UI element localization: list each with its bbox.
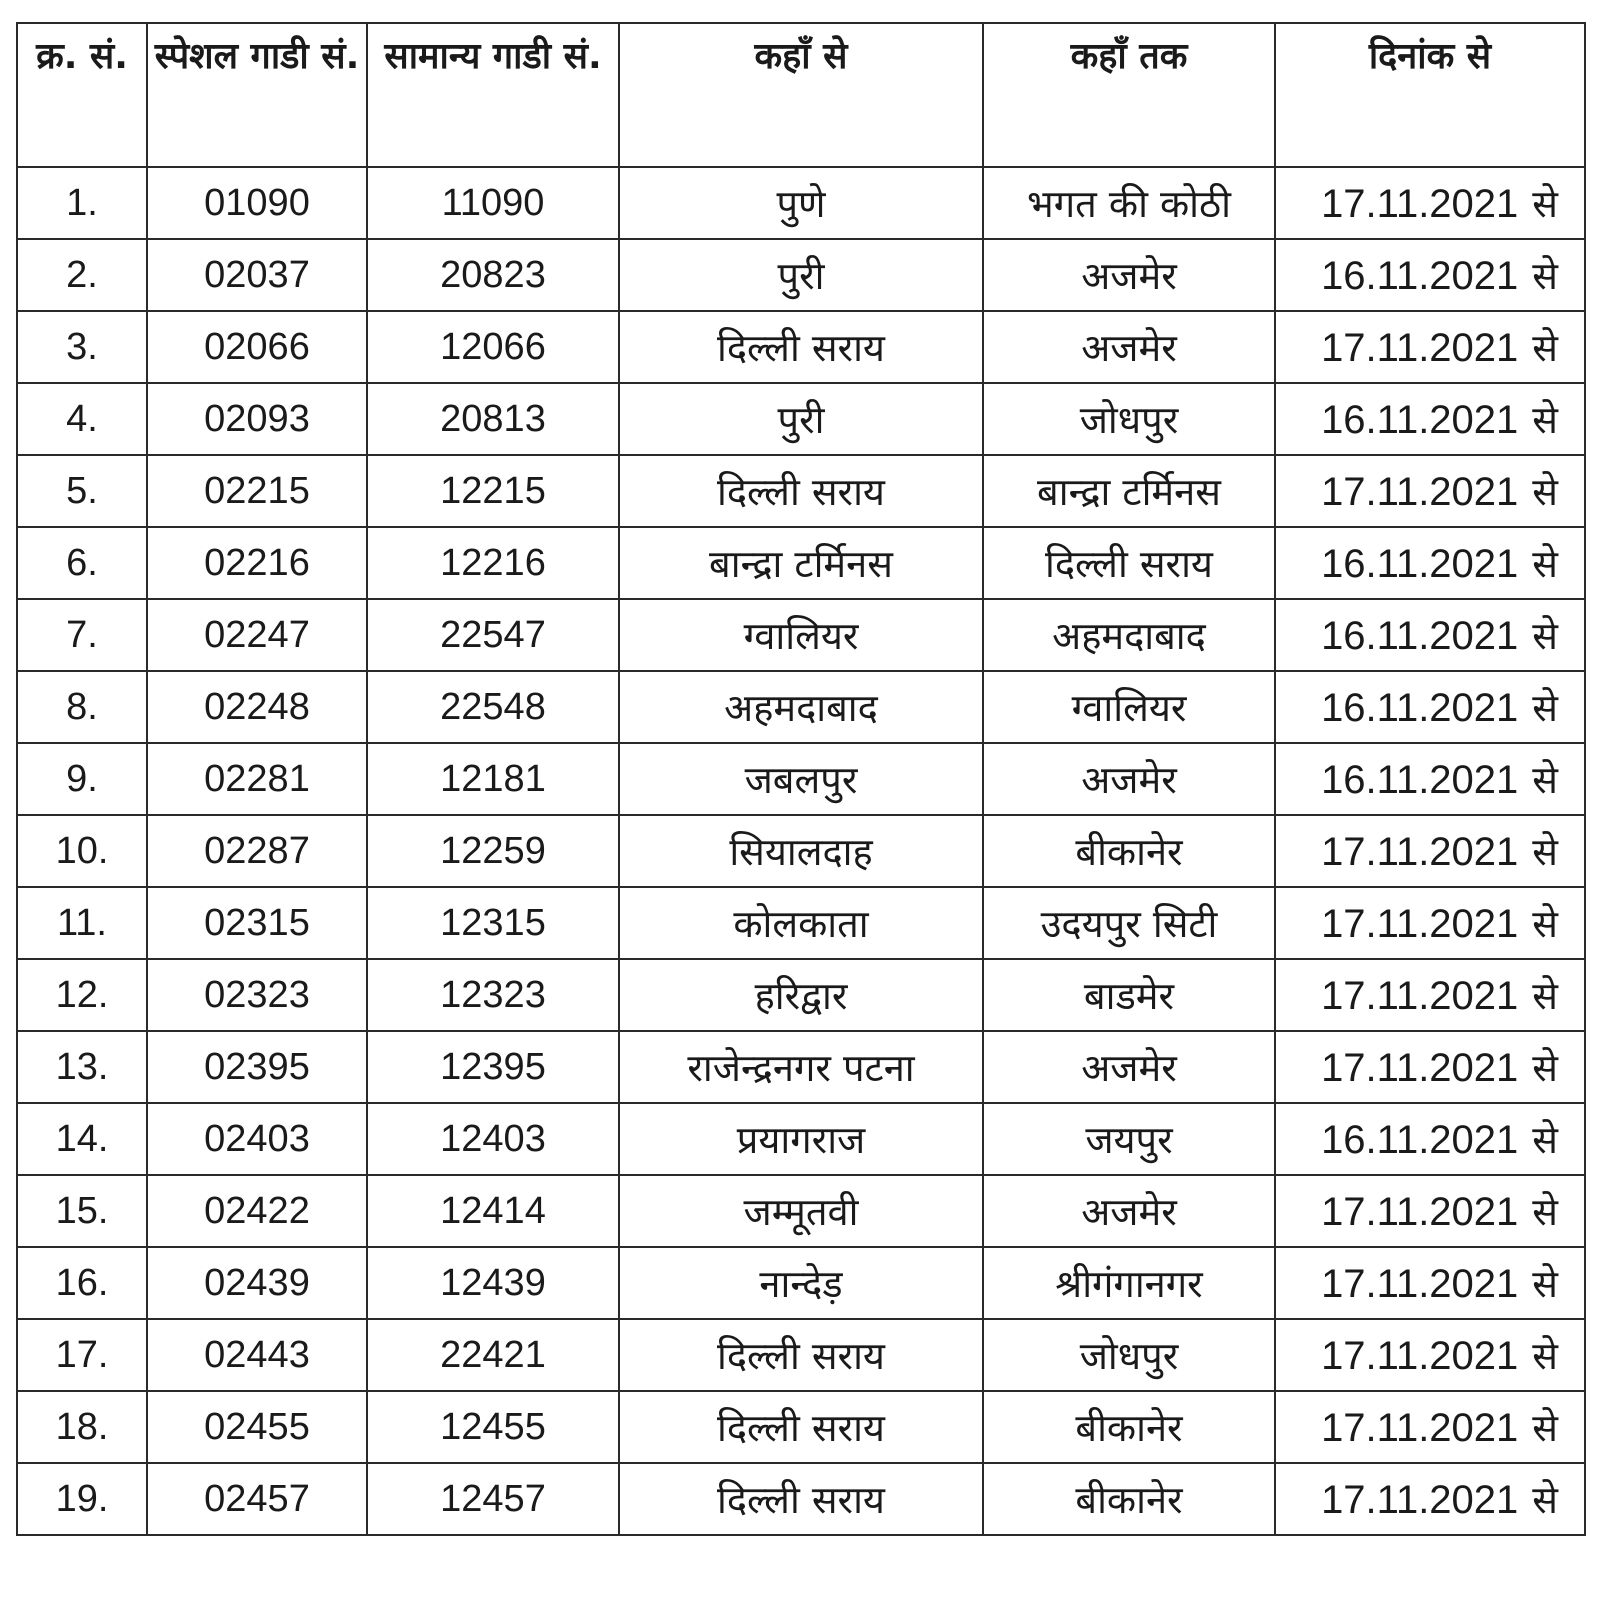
table-row (17, 527, 1585, 599)
cell-special-train-no: 02439 (147, 1247, 367, 1319)
cell-from-station: दिल्ली सराय (619, 1319, 983, 1391)
cell-to-station: ग्वालियर (983, 671, 1275, 743)
header-regular-train-no: सामान्य गाडी सं. (367, 23, 619, 167)
cell-to-station: जोधपुर (983, 383, 1275, 455)
cell-to-station: दिल्ली सराय (983, 527, 1275, 599)
cell-regular-train-no: 11090 (367, 167, 619, 239)
cell-to-station: अजमेर (983, 311, 1275, 383)
cell-sno: 9. (17, 743, 147, 815)
cell-from-date (1275, 1103, 1585, 1175)
cell-regular-train-no: 12259 (367, 815, 619, 887)
cell-sno: 2. (17, 239, 147, 311)
table-row (17, 599, 1585, 671)
cell-from-station: जम्मूतवी (619, 1175, 983, 1247)
cell-from-date (1275, 383, 1585, 455)
cell-from-station: बान्द्रा टर्मिनस (619, 527, 983, 599)
table-row (17, 383, 1585, 455)
date-suffix: से (1532, 1262, 1558, 1306)
table-row (17, 959, 1585, 1031)
cell-special-train-no: 02037 (147, 239, 367, 311)
cell-from-station: नान्देड़ (619, 1247, 983, 1319)
cell-from-station: दिल्ली सराय (619, 311, 983, 383)
cell-to-station: भगत की कोठी (983, 167, 1275, 239)
date-suffix: से (1532, 398, 1558, 442)
document-page (16, 22, 1584, 1536)
date-value: 17.11.2021 (1321, 1478, 1519, 1522)
cell-from-station: दिल्ली सराय (619, 455, 983, 527)
cell-from-station: दिल्ली सराय (619, 1463, 983, 1535)
date-value: 16.11.2021 (1321, 254, 1519, 298)
cell-regular-train-no: 20823 (367, 239, 619, 311)
date-suffix: से (1532, 974, 1558, 1018)
table-row (17, 239, 1585, 311)
cell-sno: 17. (17, 1319, 147, 1391)
table-row (17, 311, 1585, 383)
cell-from-date (1275, 1175, 1585, 1247)
table-body (17, 167, 1585, 1535)
table-row (17, 167, 1585, 239)
cell-sno: 8. (17, 671, 147, 743)
date-suffix: से (1532, 1334, 1558, 1378)
date-suffix: से (1532, 902, 1558, 946)
cell-from-date (1275, 239, 1585, 311)
table-row (17, 1463, 1585, 1535)
cell-regular-train-no: 12216 (367, 527, 619, 599)
date-value: 17.11.2021 (1321, 902, 1519, 946)
date-value: 16.11.2021 (1321, 1118, 1519, 1162)
cell-special-train-no: 02093 (147, 383, 367, 455)
cell-from-date (1275, 167, 1585, 239)
cell-from-date (1275, 887, 1585, 959)
table-row (17, 743, 1585, 815)
date-value: 17.11.2021 (1321, 470, 1519, 514)
table-row (17, 1103, 1585, 1175)
cell-from-station: पुरी (619, 239, 983, 311)
cell-from-station: प्रयागराज (619, 1103, 983, 1175)
cell-special-train-no: 02422 (147, 1175, 367, 1247)
date-suffix: से (1532, 326, 1558, 370)
cell-from-date (1275, 599, 1585, 671)
cell-sno: 6. (17, 527, 147, 599)
date-suffix: से (1532, 1118, 1558, 1162)
cell-to-station: उदयपुर सिटी (983, 887, 1275, 959)
cell-from-date (1275, 671, 1585, 743)
cell-to-station: अजमेर (983, 1175, 1275, 1247)
date-suffix: से (1532, 1046, 1558, 1090)
cell-to-station: जयपुर (983, 1103, 1275, 1175)
cell-special-train-no: 02455 (147, 1391, 367, 1463)
cell-to-station: अहमदाबाद (983, 599, 1275, 671)
cell-regular-train-no: 12181 (367, 743, 619, 815)
cell-from-date (1275, 527, 1585, 599)
cell-special-train-no: 02248 (147, 671, 367, 743)
cell-from-station: दिल्ली सराय (619, 1391, 983, 1463)
cell-special-train-no: 02315 (147, 887, 367, 959)
cell-from-date (1275, 1319, 1585, 1391)
cell-regular-train-no: 20813 (367, 383, 619, 455)
cell-from-station: कोलकाता (619, 887, 983, 959)
cell-sno: 11. (17, 887, 147, 959)
special-trains-table (16, 22, 1586, 1536)
date-value: 17.11.2021 (1321, 326, 1519, 370)
date-value: 16.11.2021 (1321, 686, 1519, 730)
table-row (17, 1319, 1585, 1391)
cell-to-station: बीकानेर (983, 1391, 1275, 1463)
cell-from-date (1275, 815, 1585, 887)
cell-from-date (1275, 1247, 1585, 1319)
cell-sno: 13. (17, 1031, 147, 1103)
date-value: 17.11.2021 (1321, 1262, 1519, 1306)
cell-regular-train-no: 12414 (367, 1175, 619, 1247)
date-suffix: से (1532, 830, 1558, 874)
cell-regular-train-no: 22421 (367, 1319, 619, 1391)
cell-special-train-no: 02443 (147, 1319, 367, 1391)
table-row (17, 815, 1585, 887)
cell-regular-train-no: 12403 (367, 1103, 619, 1175)
table-row (17, 1175, 1585, 1247)
header-from: कहाँ से (619, 23, 983, 167)
cell-from-station: राजेन्द्रनगर पटना (619, 1031, 983, 1103)
cell-from-date (1275, 1391, 1585, 1463)
cell-sno: 7. (17, 599, 147, 671)
cell-regular-train-no: 12395 (367, 1031, 619, 1103)
cell-sno: 15. (17, 1175, 147, 1247)
date-suffix: से (1532, 614, 1558, 658)
table-header (17, 23, 1585, 167)
cell-sno: 19. (17, 1463, 147, 1535)
table-row (17, 671, 1585, 743)
cell-to-station: अजमेर (983, 743, 1275, 815)
header-row (17, 23, 1585, 167)
cell-sno: 10. (17, 815, 147, 887)
cell-sno: 12. (17, 959, 147, 1031)
cell-special-train-no: 02215 (147, 455, 367, 527)
cell-regular-train-no: 22548 (367, 671, 619, 743)
date-suffix: से (1532, 686, 1558, 730)
cell-from-station: अहमदाबाद (619, 671, 983, 743)
cell-from-station: पुरी (619, 383, 983, 455)
cell-special-train-no: 02247 (147, 599, 367, 671)
table-row (17, 455, 1585, 527)
date-suffix: से (1532, 1406, 1558, 1450)
date-suffix: से (1532, 470, 1558, 514)
table-row (17, 1031, 1585, 1103)
cell-special-train-no: 01090 (147, 167, 367, 239)
cell-regular-train-no: 12457 (367, 1463, 619, 1535)
date-value: 16.11.2021 (1321, 542, 1519, 586)
cell-to-station: जोधपुर (983, 1319, 1275, 1391)
cell-from-date (1275, 959, 1585, 1031)
cell-sno: 3. (17, 311, 147, 383)
date-value: 17.11.2021 (1321, 830, 1519, 874)
date-suffix: से (1532, 1190, 1558, 1234)
date-value: 17.11.2021 (1321, 974, 1519, 1018)
cell-sno: 5. (17, 455, 147, 527)
date-value: 16.11.2021 (1321, 758, 1519, 802)
cell-regular-train-no: 12439 (367, 1247, 619, 1319)
cell-from-date (1275, 455, 1585, 527)
date-suffix: से (1532, 254, 1558, 298)
cell-special-train-no: 02403 (147, 1103, 367, 1175)
date-value: 17.11.2021 (1321, 182, 1519, 226)
cell-special-train-no: 02281 (147, 743, 367, 815)
cell-special-train-no: 02323 (147, 959, 367, 1031)
cell-regular-train-no: 22547 (367, 599, 619, 671)
date-value: 16.11.2021 (1321, 398, 1519, 442)
cell-to-station: बीकानेर (983, 815, 1275, 887)
date-suffix: से (1532, 182, 1558, 226)
header-to: कहाँ तक (983, 23, 1275, 167)
cell-sno: 14. (17, 1103, 147, 1175)
cell-from-station: जबलपुर (619, 743, 983, 815)
header-sno: क्र. सं. (17, 23, 147, 167)
cell-from-station: पुणे (619, 167, 983, 239)
cell-sno: 16. (17, 1247, 147, 1319)
date-suffix: से (1532, 1478, 1558, 1522)
cell-to-station: बान्द्रा टर्मिनस (983, 455, 1275, 527)
cell-to-station: बीकानेर (983, 1463, 1275, 1535)
cell-regular-train-no: 12215 (367, 455, 619, 527)
table-row (17, 1391, 1585, 1463)
date-value: 17.11.2021 (1321, 1046, 1519, 1090)
cell-special-train-no: 02216 (147, 527, 367, 599)
table-row (17, 1247, 1585, 1319)
cell-to-station: अजमेर (983, 1031, 1275, 1103)
cell-to-station: बाडमेर (983, 959, 1275, 1031)
cell-sno: 4. (17, 383, 147, 455)
cell-special-train-no: 02066 (147, 311, 367, 383)
cell-from-station: ग्वालियर (619, 599, 983, 671)
cell-regular-train-no: 12455 (367, 1391, 619, 1463)
cell-to-station: श्रीगंगानगर (983, 1247, 1275, 1319)
table-row (17, 887, 1585, 959)
cell-special-train-no: 02457 (147, 1463, 367, 1535)
cell-sno: 18. (17, 1391, 147, 1463)
cell-to-station: अजमेर (983, 239, 1275, 311)
header-from-date: दिनांक से (1275, 23, 1585, 167)
cell-regular-train-no: 12066 (367, 311, 619, 383)
cell-regular-train-no: 12323 (367, 959, 619, 1031)
cell-from-date (1275, 743, 1585, 815)
date-suffix: से (1532, 758, 1558, 802)
cell-from-date (1275, 311, 1585, 383)
cell-regular-train-no: 12315 (367, 887, 619, 959)
date-value: 16.11.2021 (1321, 614, 1519, 658)
cell-special-train-no: 02395 (147, 1031, 367, 1103)
header-special-train-no: स्पेशल गाडी सं. (147, 23, 367, 167)
date-value: 17.11.2021 (1321, 1406, 1519, 1450)
date-value: 17.11.2021 (1321, 1190, 1519, 1234)
cell-from-station: सियालदाह (619, 815, 983, 887)
date-suffix: से (1532, 542, 1558, 586)
date-value: 17.11.2021 (1321, 1334, 1519, 1378)
cell-from-date (1275, 1031, 1585, 1103)
cell-special-train-no: 02287 (147, 815, 367, 887)
cell-sno: 1. (17, 167, 147, 239)
cell-from-date (1275, 1463, 1585, 1535)
cell-from-station: हरिद्वार (619, 959, 983, 1031)
